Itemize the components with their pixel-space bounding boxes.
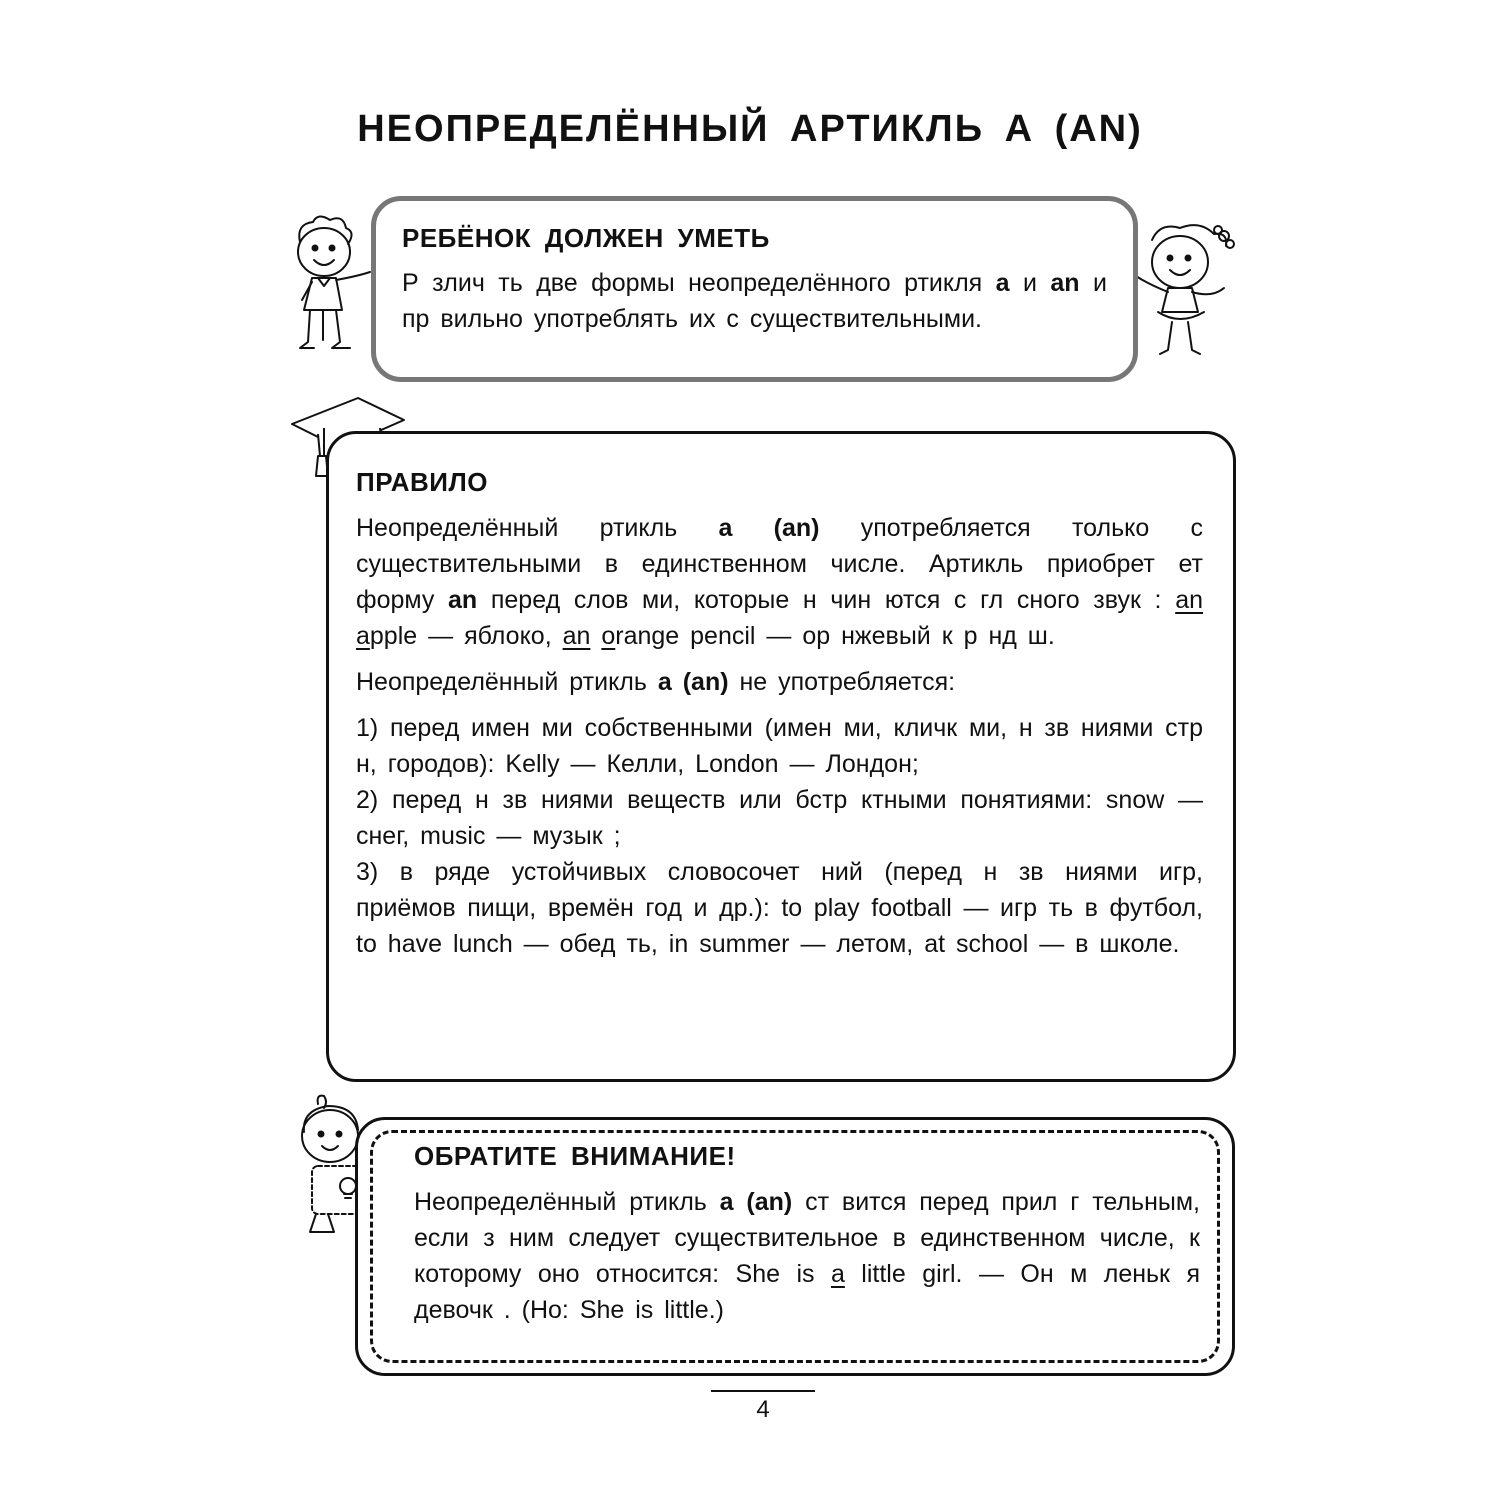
page-number-rule	[711, 1390, 815, 1392]
rule-paragraph-2: Неопределённый ртикль a (an) не употребляется:	[356, 668, 956, 696]
rule-item-1: 1) перед имен ми собственными (имен ми, кличк ми, н зв ниями стр н, городов): Kelly — Келли, London — Лондон;	[356, 714, 1203, 778]
page-title: НЕОПРЕДЕЛЁННЫЙ АРТИКЛЬ А (AN)	[357, 108, 1143, 150]
rule-box	[326, 431, 1236, 1082]
note-heading: ОБРАТИТЕ ВНИМАНИЕ!	[414, 1141, 736, 1171]
rule-heading: ПРАВИЛО	[356, 467, 488, 497]
rule-paragraph-1: Неопределённый ртикль a (an) употребляется только с существительными в единственном числе. Артикль приобрет ет форму an перед слов ми, которые н чин ются с гл сного звук : an apple — яблоко, an orange pencil — ор нжевый к р нд ш.	[356, 514, 1203, 650]
skills-text: Р злич ть две формы неопределённого ртикля a и an и пр вильно употреблять их с существительными.	[402, 269, 1107, 333]
rule-item-3: 3) в ряде устойчивых словосочет ний (перед н зв ниями игр, приёмов пищи, времён год и др.): to play football — игр ть в футбол, to have lunch — обед ть, in summer — летом, at school — в школе.	[356, 858, 1203, 958]
girl-illustration-icon	[1130, 222, 1242, 360]
skills-heading: РЕБЁНОК ДОЛЖЕН УМЕТЬ	[402, 223, 770, 253]
note-text: Неопределённый ртикль a (an) ст вится перед прил г тельным, если з ним следует существительное в единственном числе, к которому оно относится: She is a little girl. — Он м леньк я девочк . (Но: She is little.)	[414, 1188, 1200, 1324]
rule-item-2: 2) перед н зв ниями веществ или бстр ктными понятиями: snow — снег, music — музык ;	[356, 786, 1203, 850]
boy-illustration-icon	[288, 214, 383, 354]
skills-box	[371, 196, 1138, 382]
note-box	[355, 1117, 1235, 1376]
page-number: 4	[756, 1396, 770, 1423]
rule-text	[356, 510, 1203, 962]
